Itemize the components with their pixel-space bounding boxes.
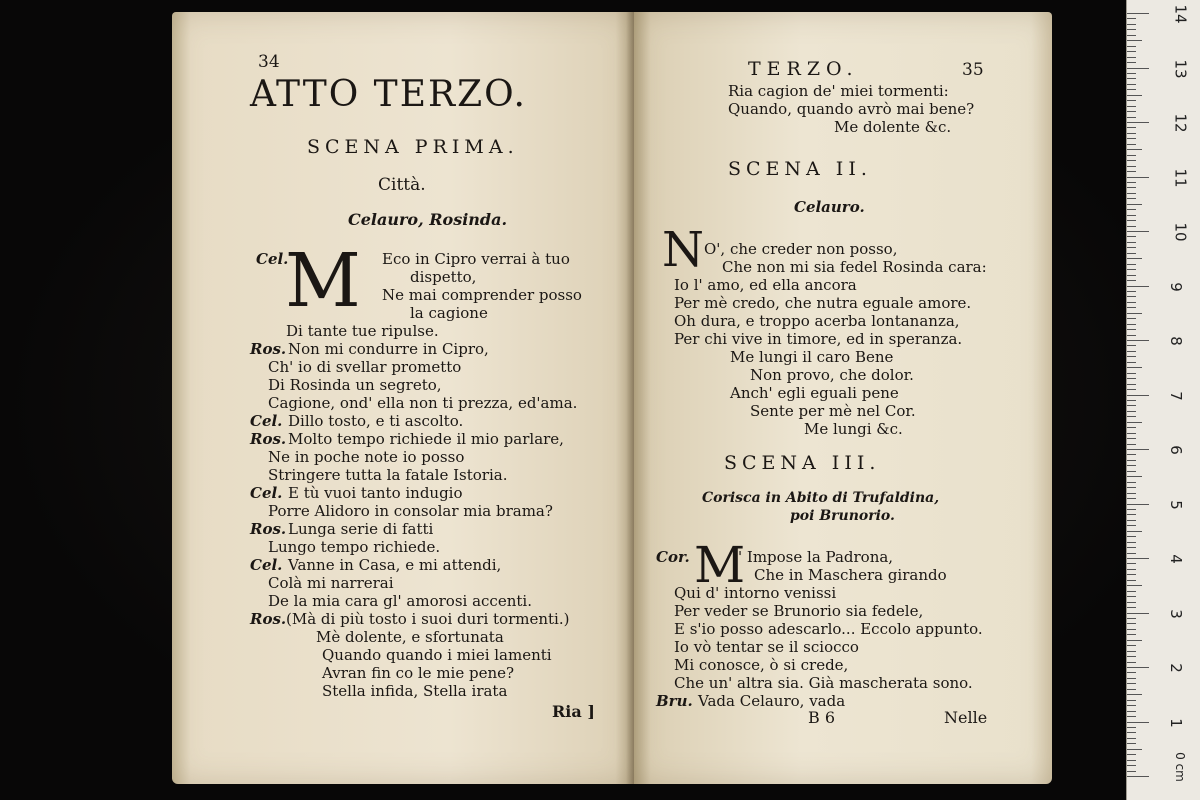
ruler-tick bbox=[1127, 62, 1136, 63]
verse-line: Lungo tempo richiede. bbox=[268, 538, 441, 556]
ruler-tick bbox=[1127, 591, 1136, 592]
verse-line: Che un' altra sia. Già mascherata sono. bbox=[674, 674, 973, 692]
ruler-tick bbox=[1127, 231, 1149, 232]
ruler-tick bbox=[1127, 378, 1136, 379]
ruler-tick bbox=[1127, 705, 1136, 706]
ruler-tick bbox=[1127, 711, 1136, 712]
verse-line: Sente per mè nel Cor. bbox=[750, 402, 916, 420]
ruler-tick bbox=[1127, 46, 1136, 47]
ruler-tick bbox=[1127, 307, 1136, 308]
ruler-tick bbox=[1127, 117, 1136, 118]
ruler-tick bbox=[1127, 438, 1136, 439]
ruler-tick bbox=[1127, 634, 1136, 635]
ruler-tick bbox=[1127, 618, 1136, 619]
ruler-number: 6 bbox=[1166, 445, 1185, 455]
ruler-tick bbox=[1127, 760, 1136, 761]
act-header: ATTO TERZO. bbox=[250, 74, 527, 115]
speaker-label: Cel. bbox=[250, 484, 283, 502]
ruler-tick bbox=[1127, 95, 1142, 96]
ruler-tick bbox=[1127, 689, 1136, 690]
ruler-tick bbox=[1127, 122, 1149, 123]
ruler-tick bbox=[1127, 602, 1136, 603]
left-page bbox=[172, 12, 634, 784]
ruler-tick bbox=[1127, 416, 1136, 417]
ruler-tick bbox=[1127, 177, 1149, 178]
drop-cap: M bbox=[285, 238, 361, 324]
right-page bbox=[634, 12, 1052, 784]
ruler-tick bbox=[1127, 226, 1136, 227]
verse-line: ' Impose la Padrona, bbox=[738, 548, 894, 566]
verse-line: Oh dura, e troppo acerba lontananza, bbox=[674, 312, 960, 330]
ruler-tick bbox=[1127, 29, 1136, 30]
measuring-ruler bbox=[1126, 0, 1200, 800]
ruler-tick bbox=[1127, 683, 1136, 684]
ruler-number: 9 bbox=[1166, 281, 1185, 292]
ruler-tick bbox=[1127, 574, 1136, 575]
ruler-tick bbox=[1127, 569, 1136, 570]
catchword: Ria ] bbox=[552, 702, 595, 721]
ruler-tick bbox=[1127, 694, 1142, 695]
verse-line: Che non mi sia fedel Rosinda cara: bbox=[722, 258, 987, 276]
verse-line: (Mà di più tosto i suoi duri tormenti.) bbox=[286, 610, 570, 628]
scene-characters: Celauro. bbox=[794, 198, 865, 216]
ruler-tick bbox=[1127, 215, 1136, 216]
right-page-number: 35 bbox=[962, 60, 984, 80]
verse-line: Me lungi &c. bbox=[804, 420, 903, 438]
verse-line: Ch' io di svellar prometto bbox=[268, 358, 462, 376]
ruler-tick bbox=[1127, 651, 1136, 652]
verse-line: Per veder se Brunorio sia fedele, bbox=[674, 602, 924, 620]
ruler-number: 14 bbox=[1171, 4, 1190, 24]
ruler-tick bbox=[1127, 504, 1149, 505]
verse-line: Eco in Cipro verrai à tuo bbox=[382, 250, 570, 268]
ruler-tick bbox=[1127, 133, 1136, 134]
verse-line: E tù vuoi tanto indugio bbox=[288, 484, 463, 502]
verse-line: Qui d' intorno venissi bbox=[674, 584, 837, 602]
scene-title: SCENA II. bbox=[728, 158, 872, 180]
ruler-tick bbox=[1127, 514, 1136, 515]
ruler-tick bbox=[1127, 395, 1149, 396]
ruler-tick bbox=[1127, 727, 1136, 728]
scene-characters: Corisca in Abito di Trufaldina, bbox=[702, 490, 940, 506]
ruler-tick bbox=[1127, 100, 1136, 101]
ruler-tick bbox=[1127, 318, 1136, 319]
ruler-tick bbox=[1127, 220, 1136, 221]
ruler-tick bbox=[1127, 672, 1136, 673]
ruler-tick bbox=[1127, 269, 1136, 270]
ruler-tick bbox=[1127, 449, 1149, 450]
speaker-label: Ros. bbox=[250, 430, 287, 448]
ruler-tick bbox=[1127, 547, 1136, 548]
ruler-tick bbox=[1127, 149, 1142, 150]
ruler-tick bbox=[1127, 106, 1136, 107]
ruler-tick bbox=[1127, 476, 1142, 477]
ruler-tick bbox=[1127, 187, 1136, 188]
scene-characters: Celauro, Rosinda. bbox=[348, 210, 508, 229]
verse-line: Non provo, che dolor. bbox=[750, 366, 914, 384]
ruler-tick bbox=[1127, 324, 1136, 325]
verse-line: Molto tempo richiede il mio parlare, bbox=[288, 430, 564, 448]
ruler-tick bbox=[1127, 264, 1136, 265]
ruler-tick bbox=[1127, 356, 1136, 357]
ruler-number: 8 bbox=[1166, 336, 1185, 346]
ruler-tick bbox=[1127, 57, 1136, 58]
ruler-tick bbox=[1127, 623, 1136, 624]
ruler-tick bbox=[1127, 275, 1136, 276]
ruler-tick bbox=[1127, 24, 1136, 25]
verse-line: Ne mai comprender posso bbox=[382, 286, 582, 304]
ruler-number: 1 bbox=[1166, 717, 1185, 728]
ruler-tick bbox=[1127, 553, 1136, 554]
ruler-number: 4 bbox=[1166, 554, 1185, 564]
ruler-tick bbox=[1127, 460, 1136, 461]
verse-line: Non mi condurre in Cipro, bbox=[288, 340, 489, 358]
speaker-label: Cel. bbox=[250, 412, 283, 430]
ruler-tick bbox=[1127, 204, 1142, 205]
verse-line: Per chi vive in timore, ed in speranza. bbox=[674, 330, 963, 348]
catchword: Nelle bbox=[944, 708, 988, 727]
ruler-tick bbox=[1127, 613, 1149, 614]
ruler-tick bbox=[1127, 427, 1136, 428]
ruler-tick bbox=[1127, 542, 1136, 543]
ruler-tick bbox=[1127, 242, 1136, 243]
ruler-tick bbox=[1127, 754, 1136, 755]
verse-line: Vanne in Casa, e mi attendi, bbox=[288, 556, 502, 574]
ruler-tick bbox=[1127, 253, 1136, 254]
scene-setting: Città. bbox=[378, 175, 426, 195]
drop-cap: N bbox=[662, 222, 704, 278]
ruler-tick bbox=[1127, 487, 1136, 488]
ruler-tick bbox=[1127, 286, 1149, 287]
speaker-label: Cor. bbox=[656, 548, 690, 566]
ruler-tick bbox=[1127, 645, 1136, 646]
ruler-tick bbox=[1127, 296, 1136, 297]
ruler-tick bbox=[1127, 171, 1136, 172]
verse-line: Che in Maschera girando bbox=[754, 566, 947, 584]
ruler-number: 2 bbox=[1166, 663, 1185, 673]
ruler-tick bbox=[1127, 68, 1149, 69]
ruler-tick bbox=[1127, 444, 1136, 445]
verse-line: E s'io posso adescarlo... Eccolo appunto. bbox=[674, 620, 983, 638]
ruler-tick bbox=[1127, 138, 1136, 139]
ruler-tick bbox=[1127, 182, 1136, 183]
verse-line: Stringere tutta la fatale Istoria. bbox=[268, 466, 508, 484]
speaker-label: Cel. bbox=[250, 556, 283, 574]
scene-title: SCENA III. bbox=[724, 452, 881, 474]
ruler-tick bbox=[1127, 78, 1136, 79]
ruler-tick bbox=[1127, 629, 1136, 630]
verse-line: Per mè credo, che nutra eguale amore. bbox=[674, 294, 972, 312]
ruler-tick bbox=[1127, 667, 1149, 668]
ruler-tick bbox=[1127, 329, 1136, 330]
ruler-tick bbox=[1127, 411, 1136, 412]
ruler-tick bbox=[1127, 662, 1136, 663]
ruler-tick bbox=[1127, 722, 1149, 723]
scene-title: SCENA PRIMA. bbox=[307, 136, 519, 158]
ruler-tick bbox=[1127, 40, 1142, 41]
ruler-tick bbox=[1127, 35, 1136, 36]
verse-line: Colà mi narrerai bbox=[268, 574, 394, 592]
ruler-tick bbox=[1127, 280, 1136, 281]
speaker-label: Ros. bbox=[250, 340, 287, 358]
ruler-tick bbox=[1127, 776, 1149, 777]
ruler-tick bbox=[1127, 520, 1136, 521]
ruler-tick bbox=[1127, 771, 1136, 772]
ruler-tick bbox=[1127, 563, 1136, 564]
ruler-tick bbox=[1127, 18, 1136, 19]
ruler-tick bbox=[1127, 749, 1142, 750]
verse-line: Anch' egli eguali pene bbox=[730, 384, 899, 402]
ruler-tick bbox=[1127, 258, 1142, 259]
ruler-tick bbox=[1127, 454, 1136, 455]
verse-line: Vada Celauro, vada bbox=[698, 692, 846, 710]
ruler-tick bbox=[1127, 73, 1136, 74]
ruler-tick bbox=[1127, 193, 1136, 194]
verse-line: Ne in poche note io posso bbox=[268, 448, 465, 466]
ruler-tick bbox=[1127, 422, 1142, 423]
ruler-tick bbox=[1127, 302, 1136, 303]
verse-line: Me dolente &c. bbox=[834, 118, 952, 136]
ruler-tick bbox=[1127, 716, 1136, 717]
drop-cap: M bbox=[694, 536, 746, 594]
ruler-tick bbox=[1127, 335, 1136, 336]
ruler-tick bbox=[1127, 482, 1136, 483]
ruler-tick bbox=[1127, 743, 1136, 744]
verse-line: Me lungi il caro Bene bbox=[730, 348, 894, 366]
ruler-tick bbox=[1127, 405, 1136, 406]
ruler-tick bbox=[1127, 313, 1142, 314]
verse-line: Mi conosce, ò si crede, bbox=[674, 656, 849, 674]
left-page-number: 34 bbox=[258, 52, 280, 72]
right-running-header: TERZO. bbox=[748, 58, 859, 80]
verse-line: Lunga serie di fatti bbox=[288, 520, 434, 538]
verse-line: Dillo tosto, e ti ascolto. bbox=[288, 412, 464, 430]
verse-line: Di Rosinda un segreto, bbox=[268, 376, 442, 394]
ruler-tick bbox=[1127, 509, 1136, 510]
ruler-tick bbox=[1127, 738, 1136, 739]
ruler-tick bbox=[1127, 351, 1136, 352]
verse-line: O', che creder non posso, bbox=[704, 240, 898, 258]
scene-characters: poi Brunorio. bbox=[790, 508, 895, 524]
verse-line: Avran fin co le mie pene? bbox=[322, 664, 515, 682]
verse-line: Mè dolente, e sfortunata bbox=[316, 628, 504, 646]
ruler-number: 3 bbox=[1166, 608, 1185, 619]
ruler-number: 13 bbox=[1171, 58, 1190, 79]
ruler-tick bbox=[1127, 558, 1149, 559]
ruler-tick bbox=[1127, 585, 1142, 586]
ruler-tick bbox=[1127, 84, 1136, 85]
ruler-tick bbox=[1127, 433, 1136, 434]
ruler-tick bbox=[1127, 111, 1136, 112]
verse-line: Quando, quando avrò mai bene? bbox=[728, 100, 975, 118]
ruler-tick bbox=[1127, 678, 1136, 679]
ruler-tick bbox=[1127, 389, 1136, 390]
ruler-number: 7 bbox=[1166, 390, 1185, 401]
ruler-unit-label: 0 cm bbox=[1172, 752, 1187, 782]
ruler-tick bbox=[1127, 247, 1136, 248]
ruler-number: 12 bbox=[1171, 113, 1190, 133]
verse-line: De la mia cara gl' amorosi accenti. bbox=[268, 592, 532, 610]
ruler-tick bbox=[1127, 580, 1136, 581]
speaker-label: Ros. bbox=[250, 610, 287, 628]
ruler-tick bbox=[1127, 607, 1136, 608]
verse-line: Io vò tentar se il sciocco bbox=[674, 638, 859, 656]
speaker-label: Bru. bbox=[656, 692, 693, 710]
ruler-number: 5 bbox=[1166, 499, 1185, 510]
ruler-tick bbox=[1127, 155, 1136, 156]
ruler-tick bbox=[1127, 465, 1136, 466]
ruler-tick bbox=[1127, 198, 1136, 199]
verse-line: Quando quando i miei lamenti bbox=[322, 646, 552, 664]
speaker-label: Cel. bbox=[256, 250, 289, 268]
ruler-tick bbox=[1127, 384, 1136, 385]
ruler-tick bbox=[1127, 166, 1136, 167]
ruler-tick bbox=[1127, 51, 1136, 52]
verse-line: la cagione bbox=[410, 304, 488, 322]
verse-line: Di tante tue ripulse. bbox=[286, 322, 439, 340]
ruler-tick bbox=[1127, 765, 1136, 766]
verse-line: Ria cagion de' miei tormenti: bbox=[728, 82, 949, 100]
verse-line: Stella infida, Stella irata bbox=[322, 682, 508, 700]
ruler-tick bbox=[1127, 596, 1136, 597]
verse-line: Porre Alidoro in consolar mia brama? bbox=[268, 502, 553, 520]
ruler-tick bbox=[1127, 362, 1136, 363]
ruler-tick bbox=[1127, 498, 1136, 499]
ruler-tick bbox=[1127, 700, 1136, 701]
ruler-tick bbox=[1127, 656, 1136, 657]
ruler-tick bbox=[1127, 732, 1136, 733]
ruler-tick bbox=[1127, 400, 1136, 401]
speaker-label: Ros. bbox=[250, 520, 287, 538]
ruler-tick bbox=[1127, 536, 1136, 537]
ruler-tick bbox=[1127, 493, 1136, 494]
verse-line: Io l' amo, ed ella ancora bbox=[674, 276, 857, 294]
ruler-tick bbox=[1127, 640, 1142, 641]
ruler-tick bbox=[1127, 209, 1136, 210]
signature-mark: B 6 bbox=[808, 708, 836, 727]
ruler-tick bbox=[1127, 367, 1142, 368]
ruler-tick bbox=[1127, 471, 1136, 472]
ruler-number: 11 bbox=[1171, 167, 1190, 188]
ruler-tick bbox=[1127, 89, 1136, 90]
verse-line: Cagione, ond' ella non ti prezza, ed'ama. bbox=[268, 394, 578, 412]
ruler-tick bbox=[1127, 236, 1136, 237]
ruler-tick bbox=[1127, 144, 1136, 145]
ruler-tick bbox=[1127, 291, 1136, 292]
ruler-tick bbox=[1127, 160, 1136, 161]
ruler-tick bbox=[1127, 127, 1136, 128]
ruler-tick bbox=[1127, 345, 1136, 346]
ruler-tick bbox=[1127, 340, 1149, 341]
ruler-number: 10 bbox=[1171, 222, 1190, 242]
open-book bbox=[172, 12, 1052, 784]
ruler-tick bbox=[1127, 373, 1136, 374]
ruler-tick bbox=[1127, 531, 1142, 532]
verse-line: dispetto, bbox=[410, 268, 477, 286]
ruler-tick bbox=[1127, 525, 1136, 526]
ruler-tick bbox=[1127, 13, 1149, 14]
